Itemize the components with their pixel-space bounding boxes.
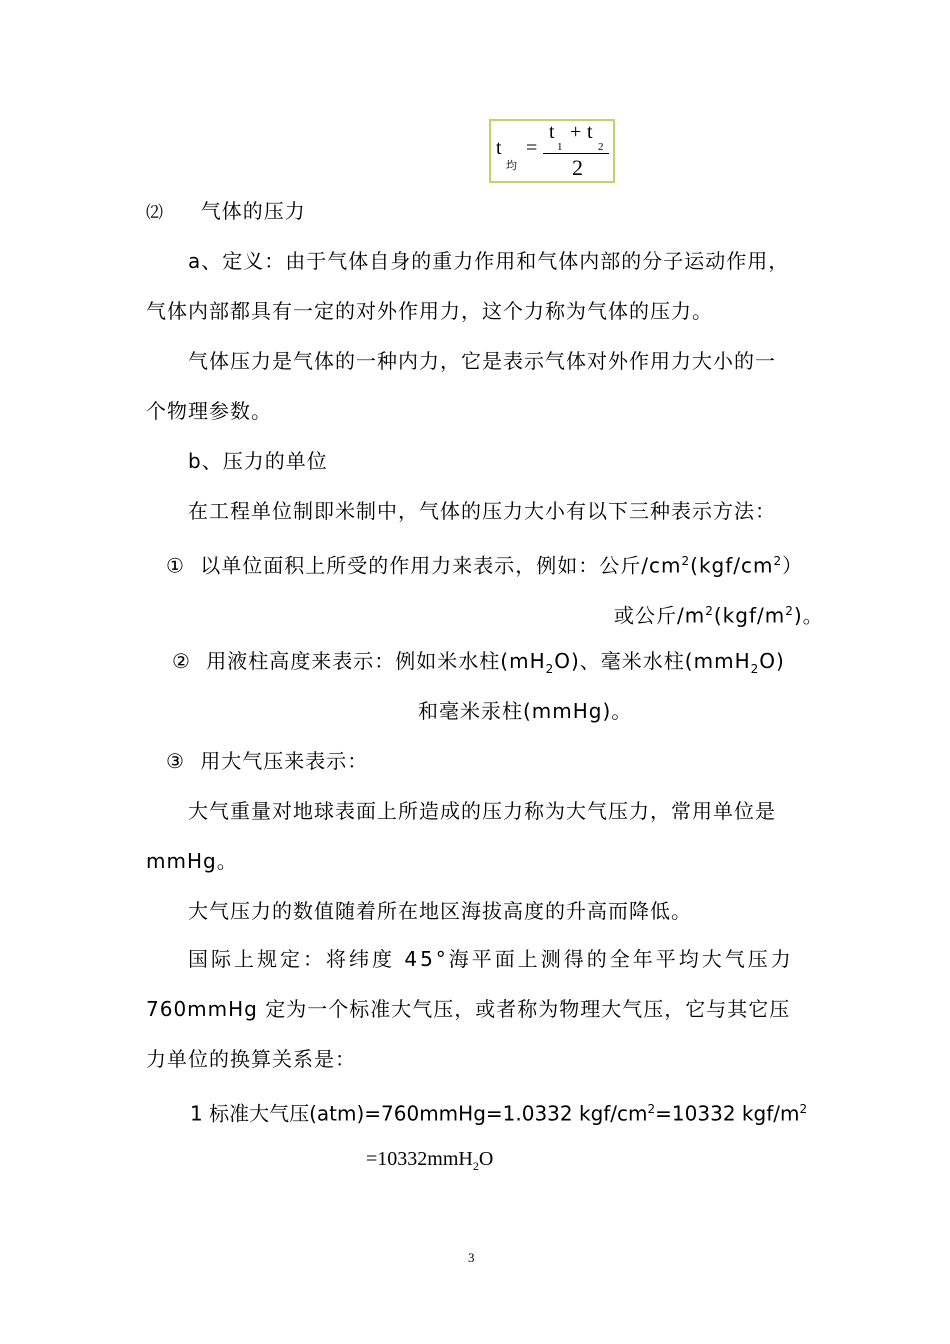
paragraph-3: 大气压力的数值随着所在地区海拔高度的升高而降低。 <box>188 899 692 923</box>
section-title: 气体的压力 <box>200 199 306 223</box>
item-1-text: 以单位面积上所受的作用力来表示，例如：公斤/cm <box>200 553 682 578</box>
item-1 <box>166 548 803 579</box>
conversion-line-2-a: =10332mmH <box>366 1148 473 1170</box>
item-1-line-2 <box>614 598 824 629</box>
formula-denominator: 2 <box>572 155 583 180</box>
item-1-sup-4: 2 <box>785 604 794 618</box>
item-2-text-b: O)、毫米水柱(mmH <box>554 649 751 673</box>
formula-num-t1: t <box>549 121 555 143</box>
conversion-line-2-b: O <box>478 1148 494 1170</box>
definition-line-2: 气体内部都具有一定的对外作用力，这个力称为气体的压力。 <box>146 299 713 323</box>
conversion-line-1-a: 1 标准大气压(atm)=760mmHg=1.0332 kgf/cm <box>190 1101 648 1126</box>
conversion-line-2 <box>366 1146 493 1179</box>
formula-sub2: 2 <box>598 141 604 153</box>
item-2-text: 用液柱高度来表示：例如米水柱(mH <box>206 649 546 673</box>
formula-equals: = <box>526 137 538 159</box>
section-heading <box>146 198 306 226</box>
item-3-text: 用大气压来表示： <box>200 749 369 773</box>
item-1-sup-1: 2 <box>681 554 691 568</box>
conversion-sup-1: 2 <box>647 1102 656 1116</box>
item-1-line-2-c: )。 <box>793 603 824 628</box>
formula-lhs-sub: 均 <box>506 159 517 172</box>
item-1-line-2-a: 或公斤/m <box>614 603 706 628</box>
conversion-sup-2: 2 <box>799 1102 808 1116</box>
paragraph-1-line-1: 气体压力是气体的一种内力，它是表示气体对外作用力大小的一 <box>188 349 776 373</box>
paragraph-4-line-2: 760mmHg 定为一个标准大气压，或者称为物理大气压，它与其它压 <box>146 997 791 1021</box>
paragraph-2-line-2: mmHg。 <box>146 849 238 873</box>
conversion-sub: 2 <box>472 1159 479 1173</box>
definition-line-1: a、定义：由于气体自身的重力作用和气体内部的分子运动作用， <box>188 249 790 273</box>
item-2 <box>172 648 785 682</box>
paragraph-1-line-2: 个物理参数。 <box>146 399 272 423</box>
item-3-marker: ③ <box>166 749 185 773</box>
units-intro: 在工程单位制即米制中，气体的压力大小有以下三种表示方法： <box>188 499 776 523</box>
item-2-marker: ② <box>172 649 191 673</box>
item-1-marker: ① <box>166 553 185 578</box>
conversion-line-1 <box>190 1096 807 1127</box>
formula-fraction-bar <box>543 153 609 154</box>
item-2-text-c: O) <box>759 649 785 673</box>
item-1-line-2-b: (kgf/m <box>713 603 786 628</box>
mean-temperature-formula <box>489 119 615 183</box>
item-2-line-2: 和毫米汞柱(mmHg)。 <box>418 699 633 723</box>
formula-num-t2: t <box>587 121 593 143</box>
paragraph-4-line-3: 力单位的换算关系是： <box>146 1047 356 1071</box>
formula-num-plus: + <box>570 121 582 143</box>
section-number: ⑵ <box>146 203 164 223</box>
paragraph-2-line-1: 大气重量对地球表面上所造成的压力称为大气压力，常用单位是 <box>188 799 776 823</box>
paragraph-4-line-1: 国际上规定：将纬度 45°海平面上测得的全年平均大气压力 <box>188 947 794 971</box>
item-1-sup-3: 2 <box>705 604 714 618</box>
item-1-text-b: (kgf/cm <box>690 553 774 578</box>
item-1-text-c: ） <box>782 553 804 578</box>
item-2-sub-1: 2 <box>545 662 555 676</box>
formula-lhs-t: t <box>496 137 502 159</box>
page-number: 3 <box>468 1250 475 1265</box>
item-3 <box>166 748 368 774</box>
units-heading: b、压力的单位 <box>188 449 328 473</box>
item-1-sup-2: 2 <box>773 554 783 568</box>
formula-sub1: 1 <box>557 141 563 153</box>
item-2-sub-2: 2 <box>750 662 760 676</box>
conversion-line-1-b: =10332 kgf/m <box>655 1101 800 1126</box>
